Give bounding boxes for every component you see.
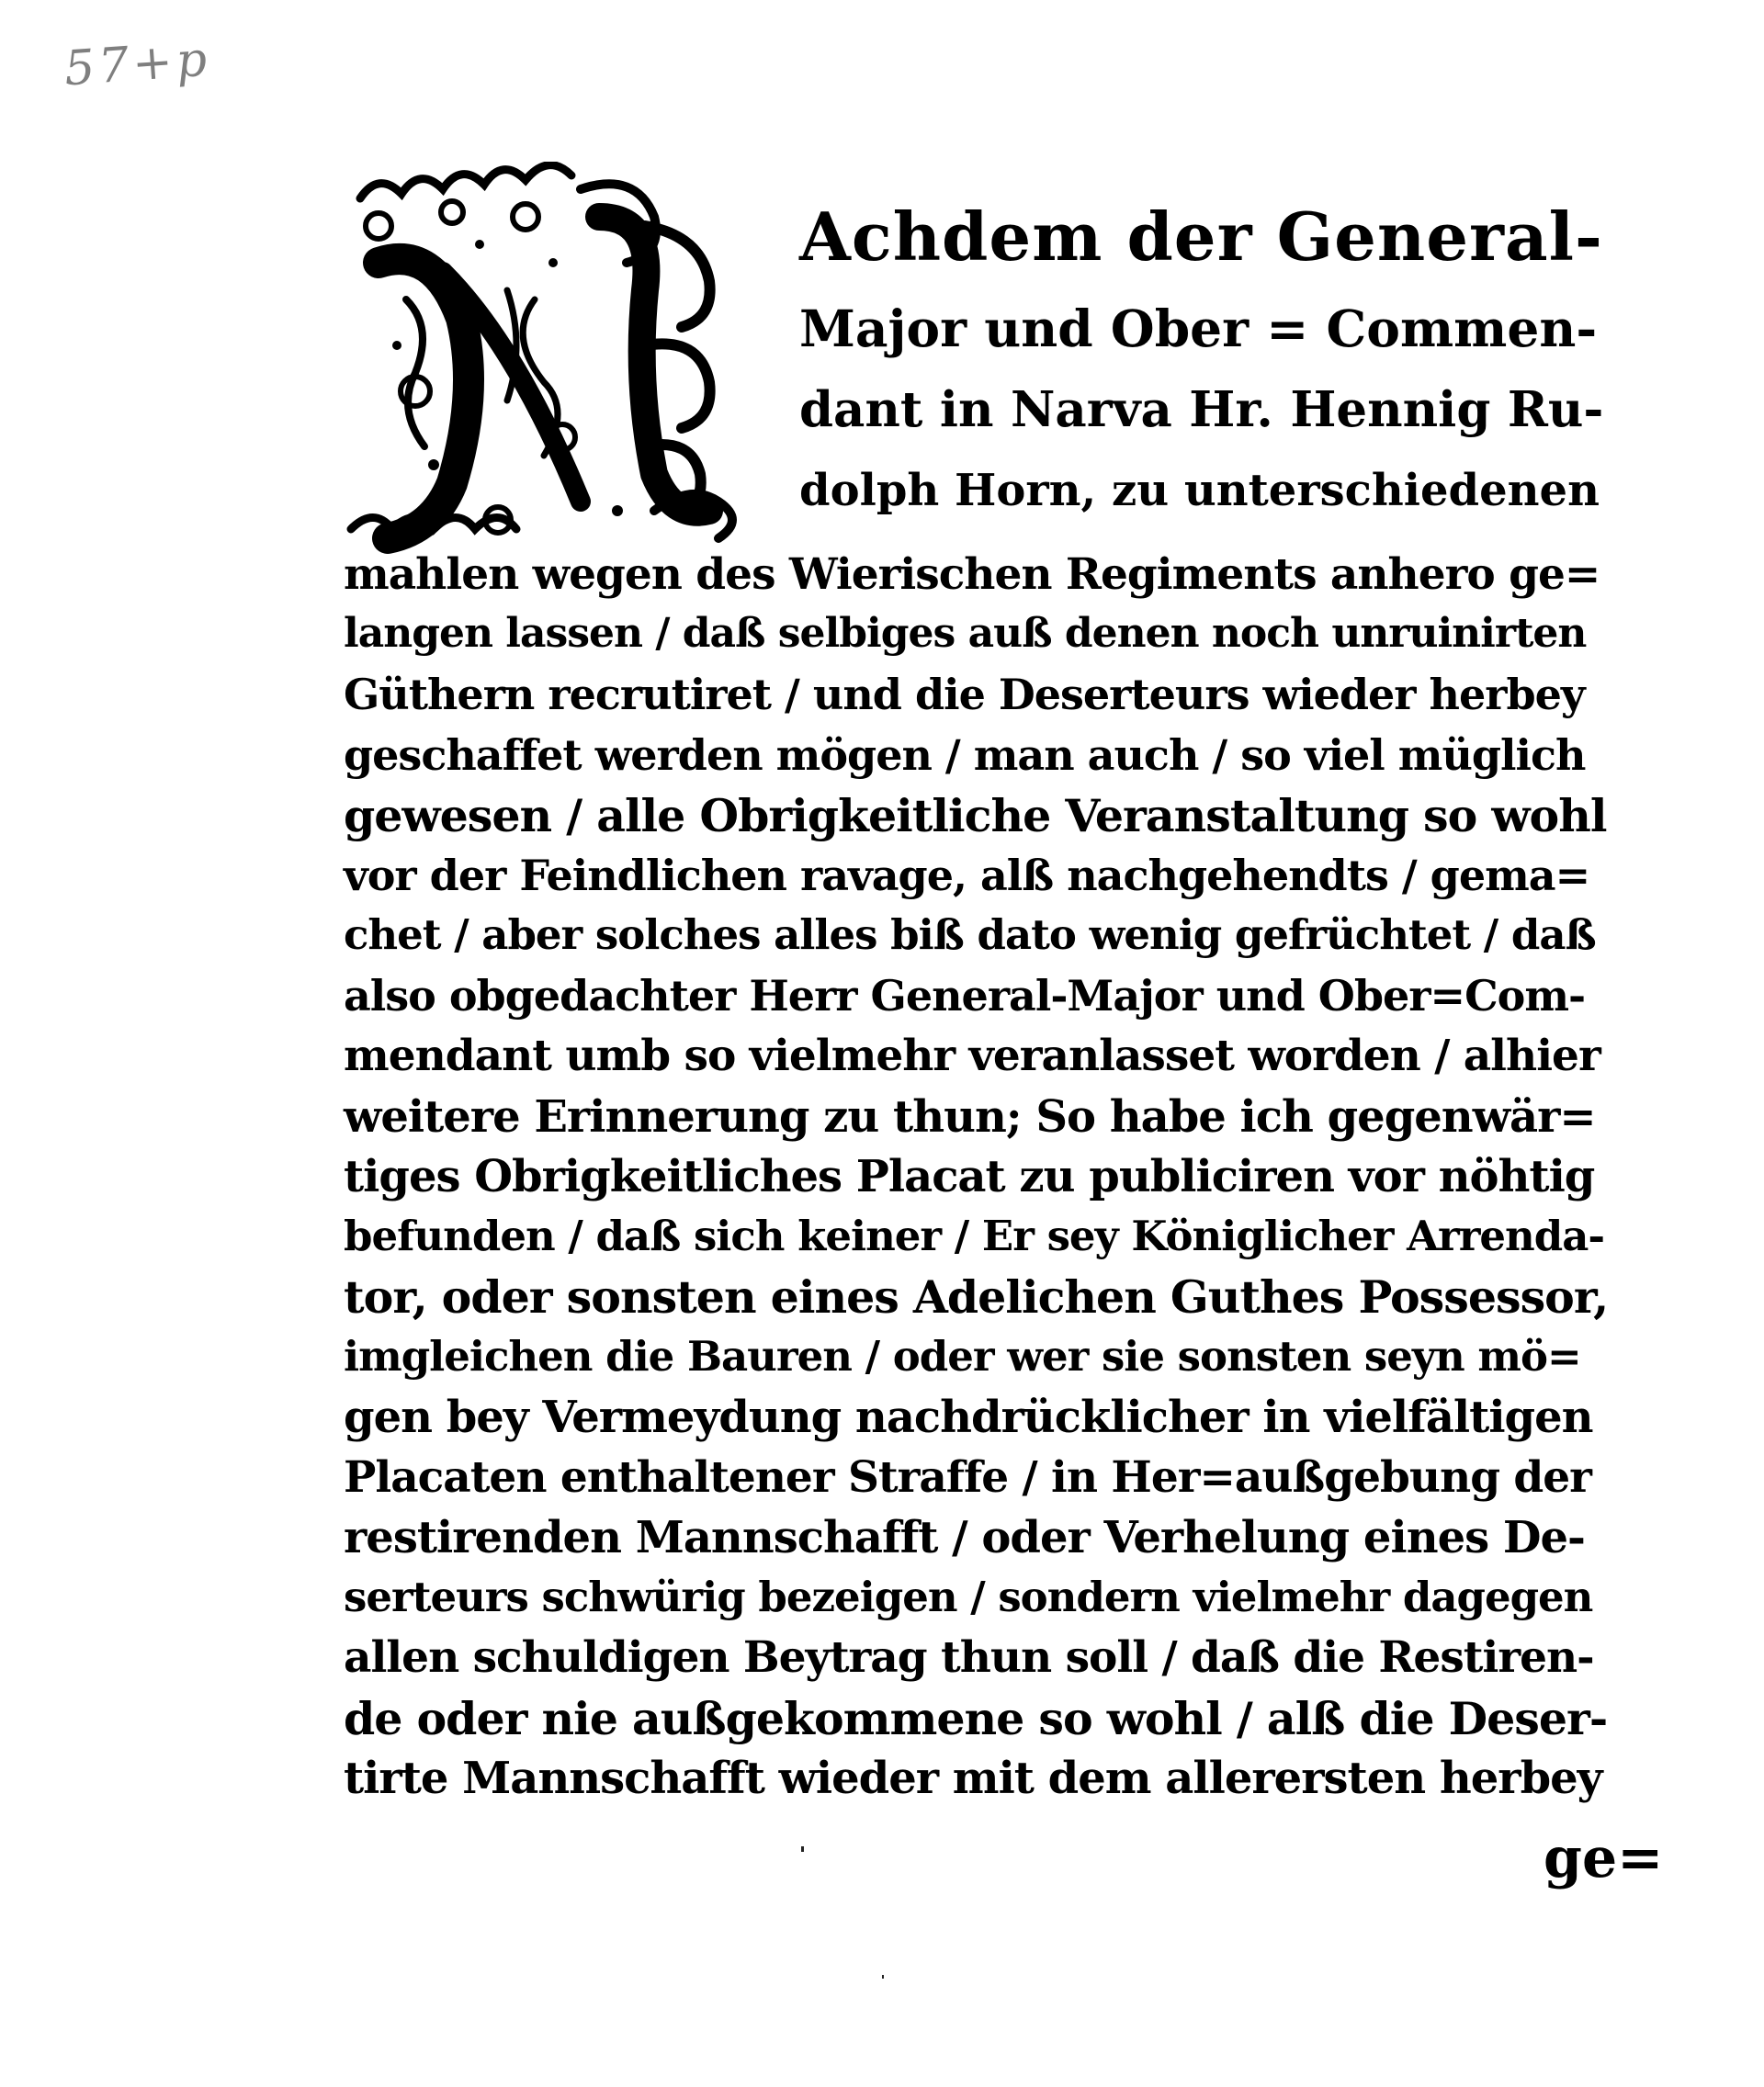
body-line: also obgedachter Herr General-Major und Ober=Com- [344, 970, 1586, 1021]
body-line: tiges Obrigkeitliches Placat zu publiciren vor nöhtig [344, 1151, 1595, 1202]
catchword: ge= [1544, 1825, 1664, 1890]
body-line: restirenden Mannschafft / oder Verhelung eines De- [344, 1512, 1585, 1563]
body-line: serteurs schwürig bezeigen / sondern vielmehr dagegen [344, 1572, 1593, 1621]
body-line: chet / aber solches alles biß dato wenig gefrüchtet / daß [344, 910, 1596, 959]
body-line: allen schuldigen Beytrag thun soll / daß die Restiren- [344, 1632, 1594, 1683]
heading-line-1 [799, 197, 1608, 276]
ink-speck [882, 1975, 884, 1979]
heading-text: dolph Horn, zu unterschiedenen [799, 465, 1600, 516]
heading-line-3 [799, 381, 1608, 438]
body-line: de oder nie außgekommene so wohl / alß die Deser- [344, 1691, 1608, 1745]
heading-text: dant in Narva Hr. Hennig Ru- [799, 381, 1604, 438]
body-line: geschaffet werden mögen / man auch / so viel müglich [344, 729, 1586, 780]
body-line: langen lassen / daß selbiges auß denen noch unruinirten [344, 609, 1587, 657]
body-line: gen bey Vermeydung nachdrücklicher in vielfältigen [344, 1392, 1593, 1443]
body-line: weitere Erinnerung zu thun; So habe ich gegenwär= [344, 1090, 1596, 1143]
body-line: imgleichen die Bauren / oder wer sie sonsten seyn mö= [344, 1331, 1581, 1381]
body-line: mendant umb so vielmehr veranlasset worden / alhier [344, 1031, 1600, 1081]
ornamental-drop-cap-n-icon [342, 162, 801, 557]
handwritten-margin-note: 57+p [62, 31, 212, 97]
body-line: befunden / daß sich keiner / Er sey Königlicher Arrenda- [344, 1211, 1605, 1260]
body-line: tor, oder sonsten eines Adelichen Guthes Possessor, [344, 1270, 1609, 1324]
heading-line-4 [799, 465, 1608, 516]
body-line: vor der Feindlichen ravage, alß nachgehendts / gema= [344, 850, 1590, 900]
body-line: tirte Mannschafft wieder mit dem allerersten herbey [344, 1753, 1602, 1804]
heading-text: Major und Ober = Commen- [799, 299, 1598, 358]
ink-speck [801, 1846, 804, 1852]
body-line: Güthern recrutiret / und die Deserteurs wieder herbey [344, 670, 1585, 719]
heading-text: Achdem der General- [799, 197, 1603, 276]
heading-line-2 [799, 299, 1608, 358]
body-line: gewesen / alle Obrigkeitliche Veranstaltung so wohl [344, 789, 1607, 842]
body-line: mahlen wegen des Wierischen Regiments anhero ge= [344, 549, 1600, 600]
body-line: Placaten enthaltener Straffe / in Her=außgebung der [344, 1451, 1591, 1503]
